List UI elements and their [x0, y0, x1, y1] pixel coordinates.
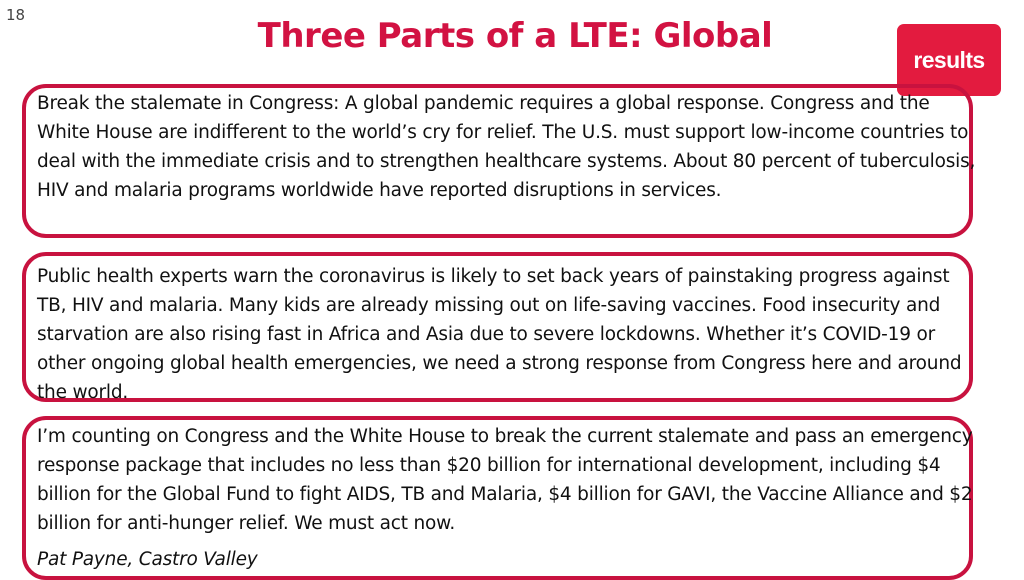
paragraph-public-health: Public health experts warn the coronavirus is likely to set back years of painstaking progress against TB, HIV and malaria. Many kids are already missing out on life-saving vaccines. Food insecurity and starvation are also rising fast in Africa and Asia due to severe lockdowns. Whether it’s COVID-19 or other ongoing global health emergencies, we need a strong response from Congress here and around the world.	[37, 266, 962, 403]
slide-number: 18	[6, 6, 26, 24]
paragraph-stalemate: Break the stalemate in Congress: A global pandemic requires a global response. Congress and the White House are indifferent to the world’s cry for relief. The U.S. must support low-income countries to deal with the immediate crisis and to strengthen healthcare systems. About 80 percent of tuberculosis, HIV and malaria programs worldwide have reported disruptions in services.	[37, 93, 976, 201]
signature: Pat Payne, Castro Valley	[37, 549, 258, 570]
slide-title: Three Parts of a LTE: Global	[257, 16, 773, 56]
logo-text: results	[913, 46, 985, 73]
paragraph-ask: I’m counting on Congress and the White House to break the current stalemate and pass an emergency response package that includes no less than $20 billion for international development, including $4 billion for the Global Fund to fight AIDS, TB and Malaria, $4 billion for GAVI, the Vaccine Alliance and $2 billion for anti-hunger relief. We must act now.	[37, 426, 973, 534]
